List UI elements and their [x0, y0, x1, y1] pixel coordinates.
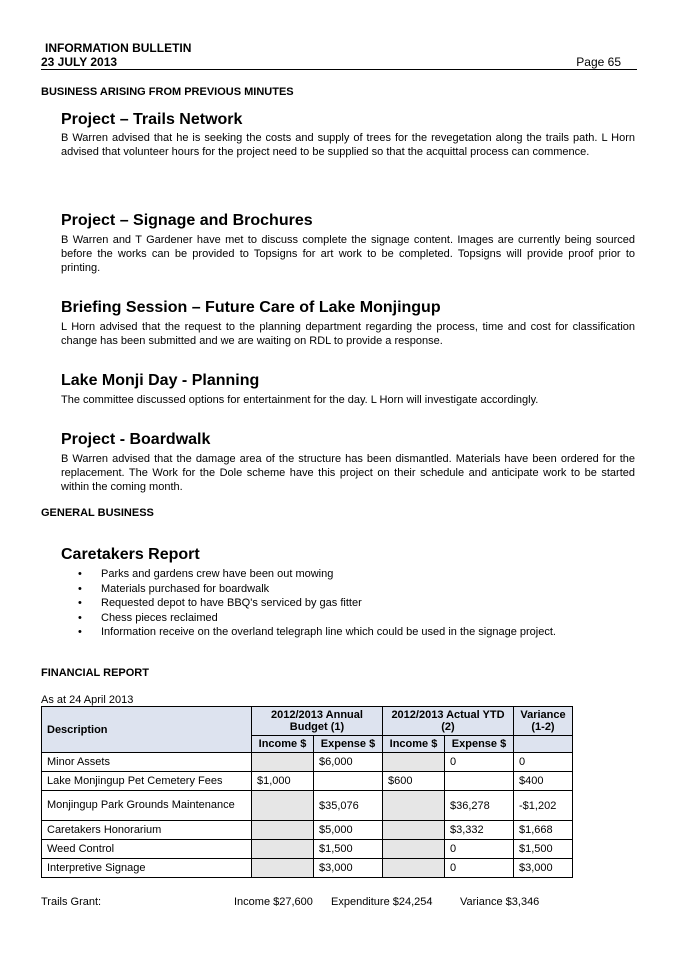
as-at-date: As at 24 April 2013 — [41, 694, 134, 706]
table-cell-b-exp — [314, 772, 383, 791]
col-header-actual: 2012/2013 Actual YTD (2) — [383, 707, 514, 736]
table-cell-a-inc — [383, 791, 445, 821]
item-body-boardwalk: B Warren advised that the damage area of the structure has been dismantled. Materials have been ordered for the replacement. The Work for the Dole scheme have this project on their schedule and anticipate work to be started within the coming month. — [61, 453, 635, 493]
financial-table — [41, 706, 573, 878]
list-item: • Requested depot to have BBQ's serviced by gas fitter — [101, 596, 556, 611]
table-row — [42, 791, 573, 821]
table-cell-a-inc — [383, 821, 445, 840]
table-cell-desc: Lake Monjingup Pet Cemetery Fees — [42, 772, 252, 791]
table-cell-a-exp: $36,278 — [445, 791, 514, 821]
item-title-briefing-session: Briefing Session – Future Care of Lake Monjingup — [61, 299, 441, 316]
caretakers-report-title: Caretakers Report — [61, 546, 200, 563]
item-body-signage: B Warren and T Gardener have met to discuss complete the signage content. Images are currently being sourced before the works can be provided to Topsigns for art work to be completed. Topsigns will provide proof prior to printing. — [61, 234, 635, 274]
item-body-trails-network: B Warren advised that he is seeking the costs and supply of trees for the revegetation along the trails path. L Horn advised that volunteer hours for the project need to be supplied so that the acquittal process can commence. — [61, 132, 635, 158]
table-cell-var: $3,000 — [514, 859, 573, 878]
section-heading-financial-report: FINANCIAL REPORT — [41, 667, 149, 679]
table-cell-a-inc: $600 — [383, 772, 445, 791]
col-header-budget: 2012/2013 Annual Budget (1) — [252, 707, 383, 736]
trails-grant-variance: Variance $3,346 — [460, 896, 540, 908]
table-cell-desc: Monjingup Park Grounds Maintenance — [42, 791, 252, 821]
caretakers-bullet-list — [61, 567, 556, 640]
table-cell-var: $1,668 — [514, 821, 573, 840]
table-cell-b-exp: $5,000 — [314, 821, 383, 840]
table-row — [42, 772, 573, 791]
item-title-boardwalk: Project - Boardwalk — [61, 431, 211, 448]
table-cell-a-inc — [383, 840, 445, 859]
table-cell-b-inc — [252, 859, 314, 878]
table-cell-b-exp: $6,000 — [314, 753, 383, 772]
table-row — [42, 821, 573, 840]
table-cell-b-exp: $35,076 — [314, 791, 383, 821]
col-header-budget-income: Income $ — [252, 736, 314, 753]
item-body-briefing-session: L Horn advised that the request to the planning department regarding the process, time and cost for classification change has been submitted and we are waiting on RDL to provide a response. — [61, 321, 635, 347]
table-cell-a-exp: 0 — [445, 859, 514, 878]
table-cell-b-inc — [252, 791, 314, 821]
col-header-actual-income: Income $ — [383, 736, 445, 753]
trails-grant-expenditure: Expenditure $24,254 — [331, 896, 433, 908]
table-cell-b-inc — [252, 753, 314, 772]
list-item: • Chess pieces reclaimed — [101, 611, 556, 626]
col-header-variance: Variance (1-2) — [514, 707, 573, 736]
table-cell-a-exp: 0 — [445, 753, 514, 772]
table-cell-var: $400 — [514, 772, 573, 791]
table-cell-a-exp — [445, 772, 514, 791]
section-heading-previous-minutes: BUSINESS ARISING FROM PREVIOUS MINUTES — [41, 86, 294, 98]
table-row — [42, 840, 573, 859]
table-cell-desc: Interpretive Signage — [42, 859, 252, 878]
table-cell-var: $1,500 — [514, 840, 573, 859]
page-number: Page 65 — [576, 55, 621, 69]
trails-grant-income: Income $27,600 — [234, 896, 313, 908]
list-item: • Materials purchased for boardwalk — [101, 582, 556, 597]
table-cell-a-exp: 0 — [445, 840, 514, 859]
item-title-lake-monji-day: Lake Monji Day - Planning — [61, 372, 260, 389]
table-row — [42, 753, 573, 772]
col-header-description: Description — [42, 707, 252, 753]
table-cell-desc: Caretakers Honorarium — [42, 821, 252, 840]
table-cell-b-inc — [252, 840, 314, 859]
table-cell-b-inc: $1,000 — [252, 772, 314, 791]
list-item: • Information receive on the overland telegraph line which could be used in the signage project. — [101, 625, 556, 640]
table-cell-var: -$1,202 — [514, 791, 573, 821]
list-item: • Parks and gardens crew have been out mowing — [101, 567, 556, 582]
financial-table-body — [42, 753, 573, 878]
col-header-actual-expense: Expense $ — [445, 736, 514, 753]
item-title-signage: Project – Signage and Brochures — [61, 212, 313, 229]
table-cell-desc: Weed Control — [42, 840, 252, 859]
col-header-variance-blank — [514, 736, 573, 753]
table-header-row — [42, 707, 573, 736]
table-cell-b-exp: $1,500 — [314, 840, 383, 859]
col-header-budget-expense: Expense $ — [314, 736, 383, 753]
table-cell-a-exp: $3,332 — [445, 821, 514, 840]
table-row — [42, 859, 573, 878]
table-cell-b-inc — [252, 821, 314, 840]
header-rule — [41, 69, 637, 70]
item-title-trails-network: Project – Trails Network — [61, 111, 243, 128]
table-cell-a-inc — [383, 859, 445, 878]
table-cell-desc: Minor Assets — [42, 753, 252, 772]
bulletin-date: 23 JULY 2013 — [41, 55, 118, 69]
section-heading-general-business: GENERAL BUSINESS — [41, 507, 154, 519]
table-cell-a-inc — [383, 753, 445, 772]
table-cell-var: 0 — [514, 753, 573, 772]
trails-grant-label: Trails Grant: — [41, 896, 102, 908]
bulletin-title: INFORMATION BULLETIN — [45, 41, 192, 55]
table-cell-b-exp: $3,000 — [314, 859, 383, 878]
item-body-lake-monji-day: The committee discussed options for entertainment for the day. L Horn will investigate accordingly. — [61, 394, 539, 406]
